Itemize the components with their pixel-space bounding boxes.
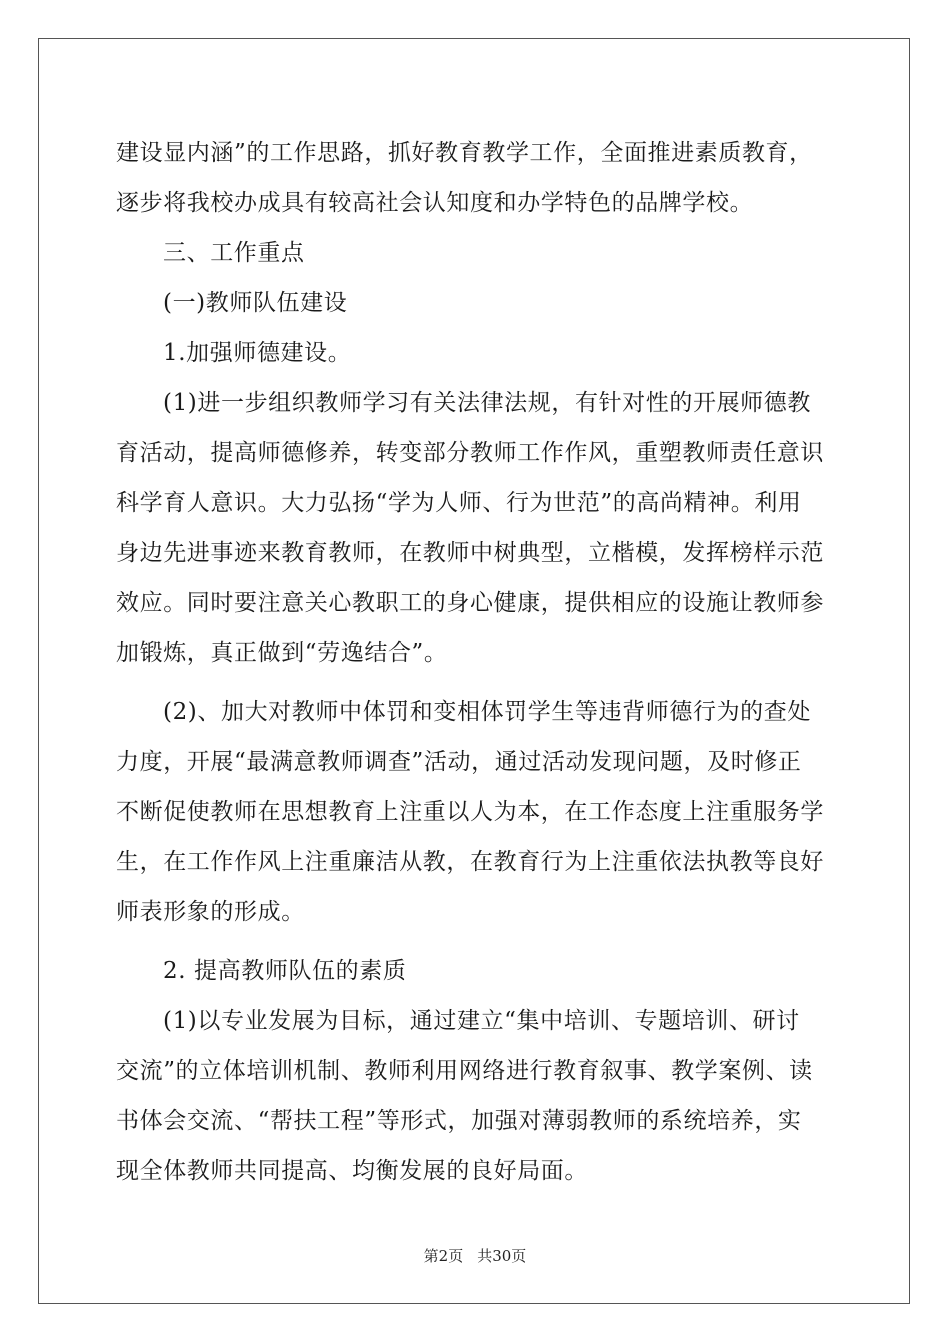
text-line: (1)以专业发展为目标，通过建立“集中培训、专题培训、研讨 <box>163 1008 800 1034</box>
section-heading: 三、工作重点 <box>163 240 305 266</box>
paragraph-gap <box>116 937 836 946</box>
page-total: 共30页 <box>477 1247 527 1265</box>
text-line: 力度，开展“最满意教师调查”活动，通过活动发现问题，及时修正 <box>116 749 802 775</box>
text-line: 建设显内涵”的工作思路，抓好教育教学工作，全面推进素质教育， <box>116 140 813 166</box>
text-line: 加锻炼，真正做到“劳逸结合”。 <box>116 640 448 666</box>
text-line: 效应。同时要注意关心教职工的身心健康，提供相应的设施让教师参 <box>116 590 824 616</box>
text-line: 交流”的立体培训机制、教师利用网络进行教育叙事、教学案例、读 <box>116 1058 813 1084</box>
text-line: 师表形象的形成。 <box>116 899 305 925</box>
text-line: (2)、加大对教师中体罚和变相体罚学生等违背师德行为的查处 <box>163 699 811 725</box>
text-line: 逐步将我校办成具有较高社会认知度和办学特色的品牌学校。 <box>116 190 754 216</box>
paragraph-gap <box>116 678 836 687</box>
text-line: (1)进一步组织教师学习有关法律法规，有针对性的开展师德教 <box>163 390 811 416</box>
document-body <box>116 128 836 1196</box>
item-heading: 1.加强师德建设。 <box>163 340 352 366</box>
page-number: 第2页 <box>423 1247 464 1265</box>
item-heading: 2. 提高教师队伍的素质 <box>163 958 407 984</box>
page-footer <box>0 1246 950 1266</box>
text-line: 科学育人意识。大力弘扬“学为人师、行为世范”的高尚精神。利用 <box>116 490 802 516</box>
text-line: 生，在工作作风上注重廉洁从教，在教育行为上注重依法执教等良好 <box>116 849 824 875</box>
text-line: 身边先进事迹来教育教师，在教师中树典型，立楷模，发挥榜样示范 <box>116 540 824 566</box>
subsection-heading: (一)教师队伍建设 <box>163 290 348 316</box>
text-line: 不断促使教师在思想教育上注重以人为本，在工作态度上注重服务学 <box>116 799 824 825</box>
text-line: 现全体教师共同提高、均衡发展的良好局面。 <box>116 1158 588 1184</box>
text-line: 育活动，提高师德修养，转变部分教师工作作风，重塑教师责任意识 <box>116 440 824 466</box>
text-line: 书体会交流、“帮扶工程”等形式，加强对薄弱教师的系统培养，实 <box>116 1108 802 1134</box>
